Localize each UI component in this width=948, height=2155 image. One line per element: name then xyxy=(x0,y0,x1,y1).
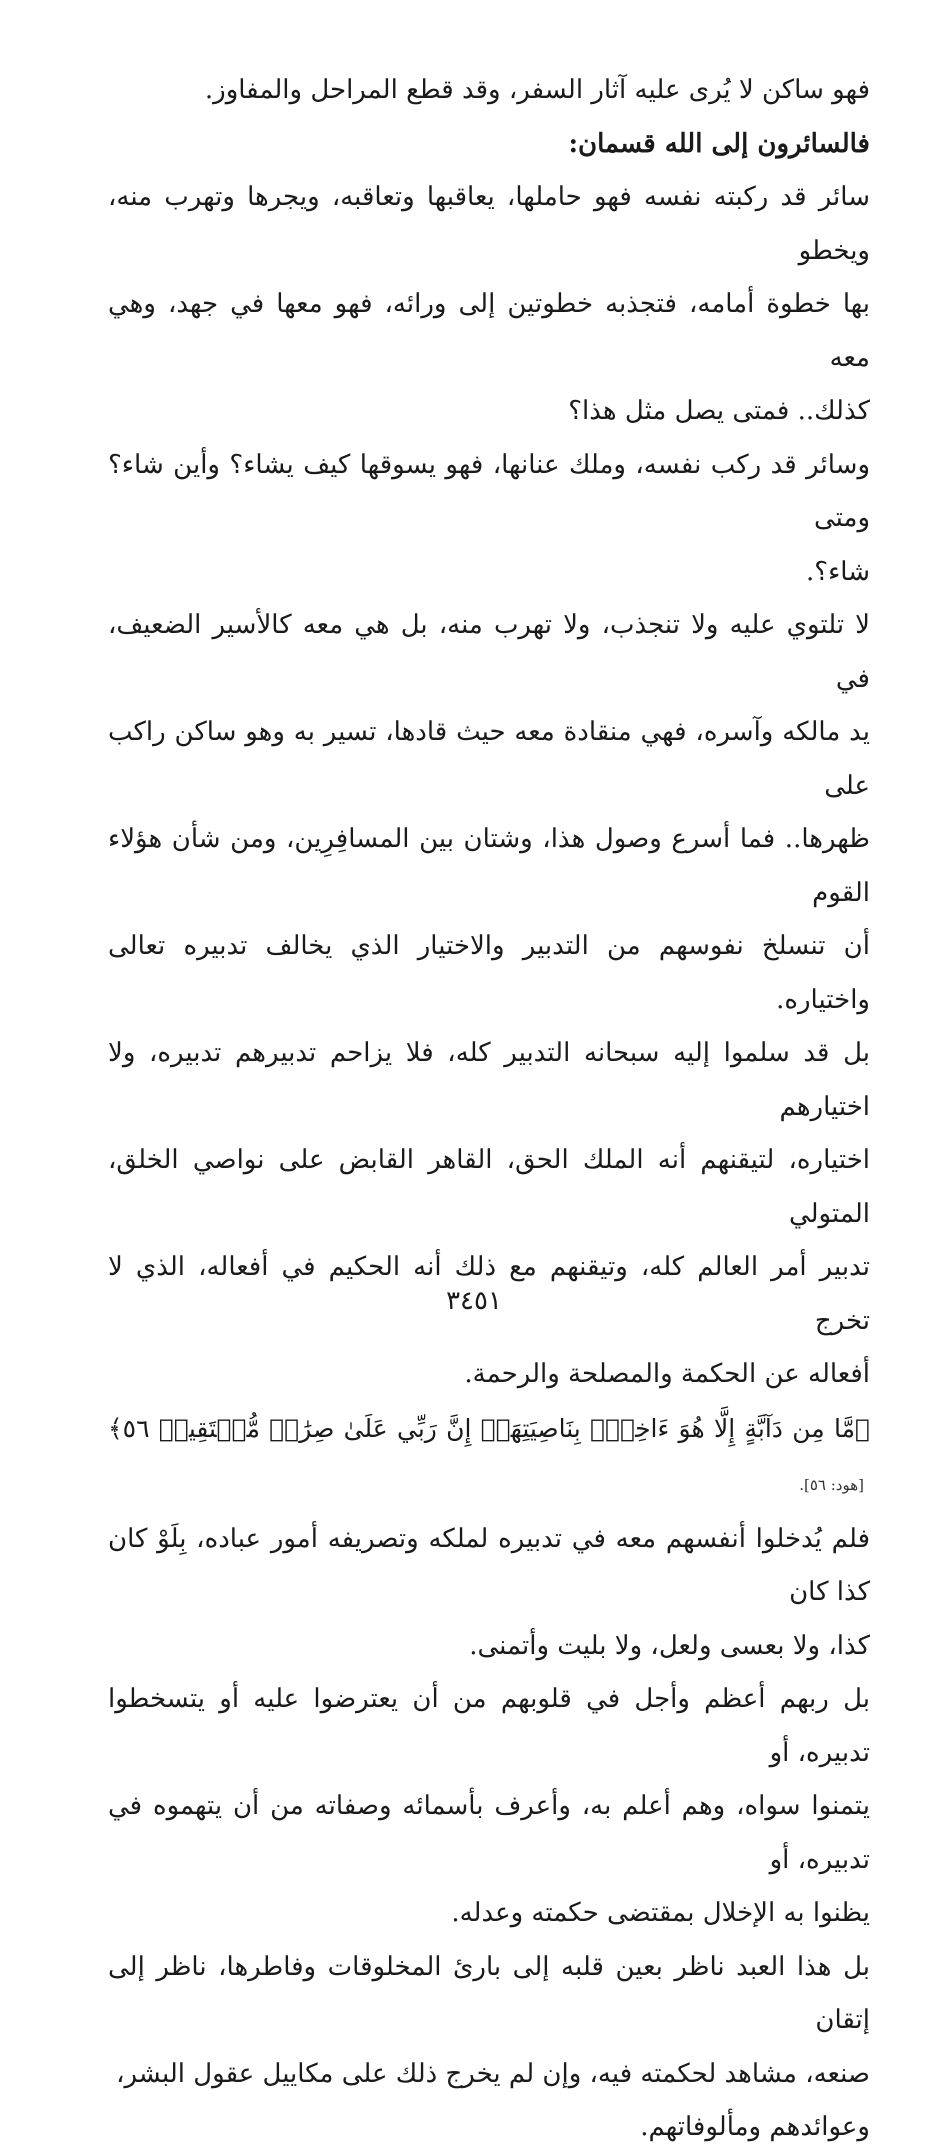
section-heading: فالسائرون إلى الله قسمان: xyxy=(568,128,870,159)
text-line: فلم يُدخلوا أنفسهم معه في تدبيره لملكه وتصريفه أمور عباده، بِلَوْ كان كذا كان xyxy=(108,1523,870,1607)
text-line: فهو ساكن لا يُرى عليه آثار السفر، وقد قطع المراحل والمفاوز. xyxy=(204,75,870,105)
verse-text: ﴿مَّا مِن دَآبَّةٍ إِلَّا هُوَ ءَاخِذُۢ بِنَاصِيَتِهَآۚ إِنَّ رَبِّي عَلَىٰ صِرَٰطٖ مُّسۡتَقِيمٖ ٥٦﴾ xyxy=(108,1413,870,1443)
page-number: ٣٤٥١ xyxy=(446,1286,502,1316)
text-line: يظنوا به الإخلال بمقتضى حكمته وعدله. xyxy=(451,1898,870,1928)
text-line: بها خطوة أمامه، فتجذبه خطوتين إلى ورائه، فهو معها في جهد، وهي معه xyxy=(108,289,870,373)
text-line: وعوائدهم ومألوفاتهم. xyxy=(640,2112,870,2142)
text-line: شاء؟. xyxy=(806,556,870,587)
text-line: أن تنسلخ نفوسهم من التدبير والاختيار الذي يخالف تدبيره تعالى واختياره. xyxy=(108,931,870,1015)
text-line: أفعاله عن الحكمة والمصلحة والرحمة. xyxy=(464,1359,870,1389)
text-line: يد مالكه وآسره، فهي منقادة معه حيث قادها، تسير به وهو ساكن راكب على xyxy=(108,717,870,801)
text-line: وسائر قد ركب نفسه، وملك عنانها، فهو يسوقها كيف يشاء؟ وأين شاء؟ ومتى xyxy=(108,449,870,533)
text-line: كذلك.. فمتى يصل مثل هذا؟ xyxy=(568,396,870,426)
text-line: بل قد سلموا إليه سبحانه التدبير كله، فلا يزاحم تدبيرهم تدبيره، ولا اختيارهم xyxy=(108,1038,870,1122)
text-line: صنعه، مشاهد لحكمته فيه، وإن لم يخرج ذلك على مكاييل عقول البشر، xyxy=(116,2058,870,2089)
text-line: سائر قد ركبته نفسه فهو حاملها، يعاقبها وتعاقبه، ويجرها وتهرب منه، ويخطو xyxy=(108,182,870,266)
body-text xyxy=(108,64,870,2155)
text-line: بل هذا العبد ناظر بعين قلبه إلى بارئ المخلوقات وفاطرها، ناظر إلى إتقان xyxy=(108,1951,870,2035)
text-line: لا تلتوي عليه ولا تنجذب، ولا تهرب منه، بل هي معه كالأسير الضعيف، في xyxy=(108,610,870,694)
text-line: بل ربهم أعظم وأجل في قلوبهم من أن يعترضوا عليه أو يتسخطوا تدبيره، أو xyxy=(108,1684,870,1768)
text-line: كذا، ولا بعسى ولعل، ولا بليت وأتمنى. xyxy=(469,1630,870,1661)
text-line: يتمنوا سواه، وهم أعلم به، وأعرف بأسمائه وصفاته من أن يتهموه في تدبيره، أو xyxy=(108,1791,870,1875)
verse-reference: [هود: ٥٦]. xyxy=(799,1476,864,1494)
text-line: اختياره، لتيقنهم أنه الملك الحق، القاهر القابض على نواصي الخلق، المتولي xyxy=(108,1145,870,1229)
text-line: ظهرها.. فما أسرع وصول هذا، وشتان بين المسافِرِين، ومن شأن هؤلاء القوم xyxy=(108,824,870,908)
quran-verse xyxy=(108,1402,870,1513)
text-line: تدبير أمر العالم كله، وتيقنهم مع ذلك أنه الحكيم في أفعاله، الذي لا تخرج xyxy=(108,1252,870,1336)
